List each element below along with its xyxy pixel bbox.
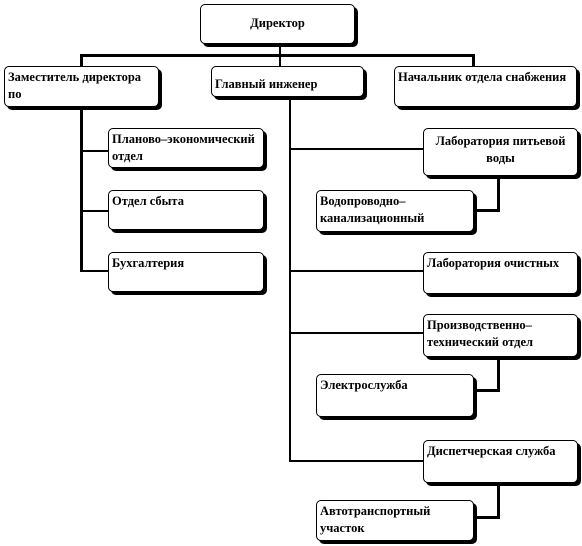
connector-to-sales — [80, 210, 108, 212]
node-planning-department — [108, 128, 264, 168]
chief-engineer-label: Главный инженер — [215, 77, 318, 91]
node-dispatch-service — [423, 440, 578, 483]
node-treatment-lab — [423, 252, 578, 294]
node-sales-department — [108, 190, 264, 230]
node-director — [200, 4, 355, 44]
node-motor-transport — [316, 500, 474, 541]
connector-to-motor-transport — [474, 516, 500, 519]
connector-to-accounting — [80, 270, 108, 272]
node-deputy-director — [4, 66, 159, 107]
node-electric-service — [316, 374, 474, 417]
connector-to-production-tech — [289, 332, 423, 334]
node-water-sewer — [316, 190, 474, 232]
production-technical-label: Производственно–технический отдел — [427, 318, 534, 349]
connector-top-bus — [80, 54, 475, 57]
connector-to-water-lab — [289, 148, 423, 150]
drinking-water-lab-label: Лаборатория питьевой воды — [435, 134, 566, 165]
connector-to-planning — [80, 150, 108, 152]
connector-deputy-spine — [80, 107, 83, 272]
connector-drop-supply — [472, 54, 475, 66]
node-supply-head — [394, 66, 577, 107]
node-chief-engineer — [211, 66, 364, 97]
motor-transport-label: Автотранспортный участок — [320, 504, 431, 535]
connector-chief-spine — [289, 97, 291, 462]
connector-production-down — [497, 357, 500, 391]
supply-head-label: Начальник отдела снабжения — [398, 70, 567, 84]
connector-to-water-sewer — [474, 209, 500, 212]
connector-to-electric — [474, 389, 500, 392]
connector-to-treatment-lab — [289, 270, 423, 272]
accounting-label: Бухгалтерия — [112, 256, 185, 270]
node-production-technical — [423, 314, 578, 357]
connector-water-lab-down — [497, 177, 500, 211]
planning-department-label: Планово–экономический отдел — [112, 132, 255, 163]
connector-to-dispatch — [289, 460, 423, 462]
water-sewer-label: Водопроводно–канализационный — [320, 194, 425, 225]
director-label: Директор — [250, 16, 305, 30]
connector-drop-chief — [279, 54, 281, 66]
node-drinking-water-lab — [423, 128, 578, 176]
connector-drop-deputy — [80, 54, 83, 66]
sales-department-label: Отдел сбыта — [112, 194, 184, 208]
connector-dispatch-down — [497, 483, 500, 518]
node-accounting — [108, 252, 264, 292]
treatment-lab-label: Лаборатория очистных — [427, 256, 560, 270]
dispatch-service-label: Диспетчерская служба — [427, 444, 556, 458]
electric-service-label: Электрослужба — [320, 378, 408, 392]
deputy-director-label: Заместитель директора по — [8, 70, 142, 101]
